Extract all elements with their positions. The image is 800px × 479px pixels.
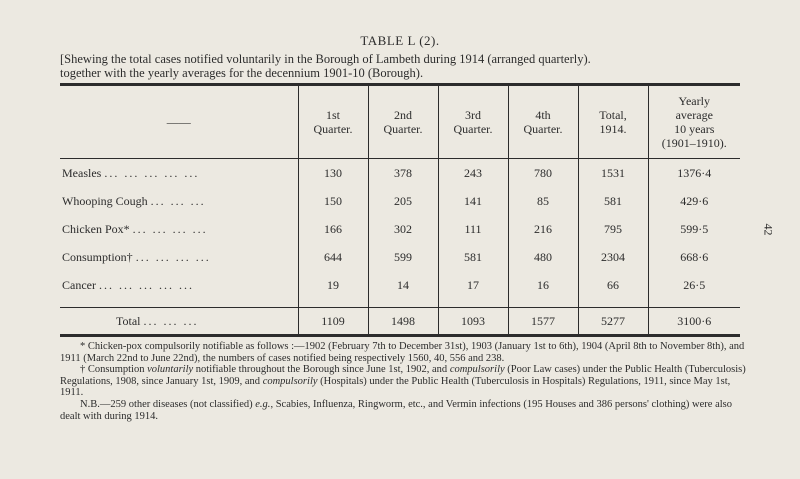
bottom-rule: [60, 334, 740, 337]
cell-q2: 378: [368, 159, 438, 188]
cell-total: 66: [578, 271, 648, 299]
page-number: 42: [761, 223, 776, 236]
cell-total: 1531: [578, 159, 648, 188]
total-row: [60, 308, 740, 335]
header-q1: 1st Quarter.: [298, 86, 368, 159]
footnote-nb: N.B.—259 other diseases (not classified) e.g., Scabies, Influenza, Ringworm, etc., and Vermin infections (195 Houses and 386 persons' clothing) were also dealt with during 1914.: [60, 398, 732, 422]
cell-total: 2304: [578, 243, 648, 271]
cell-q1: 19: [298, 271, 368, 299]
header-q2: 2nd Quarter.: [368, 86, 438, 159]
caption-line-1: [Shewing the total cases notified voluntarily in the Borough of Lambeth during 1914 (arranged quarterly).: [60, 52, 591, 66]
cell-average: 26·5: [648, 271, 740, 299]
table-row: [60, 271, 740, 299]
footnote-consumption: † Consumption voluntarily notifiable throughout the Borough since June 1st, 1902, and compulsorily (Poor Law cases) under the Public Health (Tuberculosis) Regulations, 1908, since January 1st, 1909, and compulsorily (Hospitals) under the Public Health (Tuberculosis in Hospitals) Regulations, 1911, since May 1st, 1911.: [60, 364, 746, 399]
cell-q1: 644: [298, 243, 368, 271]
total-q2: 1498: [368, 308, 438, 335]
total-q1: 1109: [298, 308, 368, 335]
header-q4: 4th Quarter.: [508, 86, 578, 159]
header-total: Total, 1914.: [578, 86, 648, 159]
cell-average: 599·5: [648, 215, 740, 243]
cell-q2: 302: [368, 215, 438, 243]
footnote-chickenpox: * Chicken-pox compulsorily notifiable as follows :—1902 (February 7th to December 31st), 1903 (January 1st to 6th), 1904 (April 8th to November 8th), and 1911 (March 22nd to June 22nd), the numbers of cases notified being respectively 1560, 40, 556 and 238.: [60, 341, 745, 364]
total-total: 5277: [578, 308, 648, 335]
header-average: Yearly average 10 years (1901–1910).: [648, 86, 740, 159]
cell-q2: 205: [368, 187, 438, 215]
total-label: Total ... ... ...: [60, 308, 298, 335]
cell-q3: 111: [438, 215, 508, 243]
cell-q2: 14: [368, 271, 438, 299]
table-row: [60, 243, 740, 271]
header-row: [60, 86, 740, 159]
total-average: 3100·6: [648, 308, 740, 335]
cell-average: 429·6: [648, 187, 740, 215]
cell-average: 668·6: [648, 243, 740, 271]
row-label: Cancer ... ... ... ... ...: [62, 277, 194, 292]
cell-q1: 166: [298, 215, 368, 243]
row-label: Consumption† ... ... ... ...: [62, 249, 211, 264]
table-row: [60, 159, 740, 188]
total-q3: 1093: [438, 308, 508, 335]
cell-q4: 16: [508, 271, 578, 299]
cell-total: 581: [578, 187, 648, 215]
caption-line-2: together with the yearly averages for the decennium 1901-10 (Borough).: [60, 66, 424, 80]
cell-q2: 599: [368, 243, 438, 271]
table-title: TABLE L (2).: [360, 33, 440, 48]
cell-total: 795: [578, 215, 648, 243]
cell-q1: 150: [298, 187, 368, 215]
row-label: Chicken Pox* ... ... ... ...: [62, 221, 208, 236]
cell-q4: 216: [508, 215, 578, 243]
cell-q4: 480: [508, 243, 578, 271]
header-blank: ——: [60, 86, 298, 159]
notifications-table: [60, 86, 740, 334]
cell-average: 1376·4: [648, 159, 740, 188]
table-row: [60, 215, 740, 243]
cell-q1: 130: [298, 159, 368, 188]
table-caption: [60, 52, 760, 80]
table-row: [60, 187, 740, 215]
cell-q3: 243: [438, 159, 508, 188]
row-label: Whooping Cough ... ... ...: [62, 193, 206, 208]
header-q3: 3rd Quarter.: [438, 86, 508, 159]
spacer-row: [60, 299, 740, 308]
cell-q3: 17: [438, 271, 508, 299]
cell-q4: 780: [508, 159, 578, 188]
cell-q3: 581: [438, 243, 508, 271]
cell-q3: 141: [438, 187, 508, 215]
cell-q4: 85: [508, 187, 578, 215]
footnotes: [60, 341, 746, 422]
total-q4: 1577: [508, 308, 578, 335]
row-label: Measles ... ... ... ... ...: [62, 165, 200, 180]
